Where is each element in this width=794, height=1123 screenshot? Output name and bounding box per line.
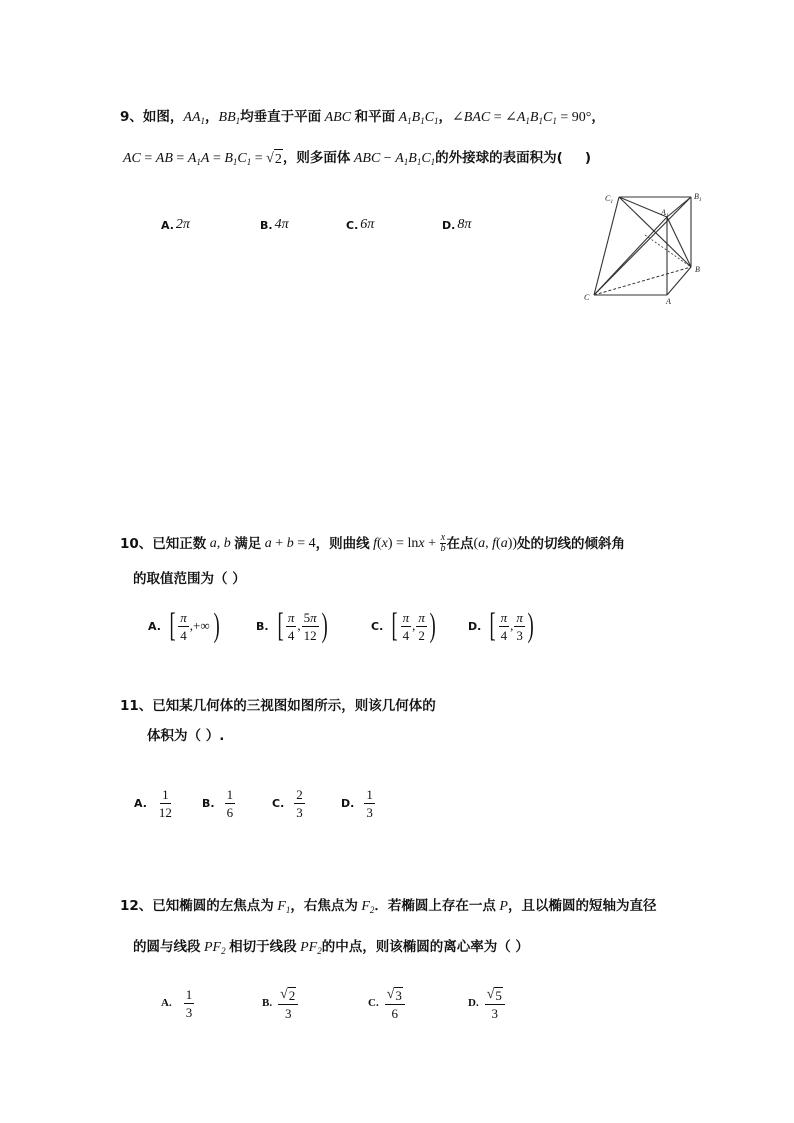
interval-b: [ $\frac{\pi}{4}$ , $\frac{5\pi}{12}$ ) — [277, 607, 328, 644]
interval-a: [ $\frac{\pi}{4}$ ,+∞ ) — [169, 607, 220, 644]
fig-label-c: C — [584, 293, 590, 302]
q9-prefix: 9、如图， — [120, 109, 184, 125]
q12-option-c[interactable]: C. √ 3 6 — [368, 983, 405, 1023]
interval-c: [ $\frac{\pi}{4}$ , $\frac{\pi}{2}$ ) — [391, 607, 436, 644]
q11-option-a[interactable]: A. $\frac{1}{12}$ — [134, 786, 172, 820]
q11-option-b[interactable]: B. $\frac{1}{6}$ — [202, 786, 234, 820]
q9-option-a[interactable]: A. 2π — [161, 217, 190, 232]
q11-line1: 11、已知某几何体的三视图如图所示，则该几何体的 — [120, 698, 436, 714]
interval-d: [ $\frac{\pi}{4}$ , $\frac{\pi}{3}$ ) — [489, 607, 534, 644]
q9-line1: 9、如图，$AA_1$，$BB_1$均垂直于平面 ABC 和平面 $A_1B_1C_1$，∠BAC = $\angle A_1B_1C_1 = 90^\circ$， — [120, 109, 605, 126]
q12-option-d[interactable]: D. √ 5 3 — [468, 983, 505, 1023]
frac-x-over-b: $\frac{x}{b}$ — [440, 532, 446, 554]
q11-line2: 体积为（ ）. — [147, 728, 225, 744]
q9-option-c[interactable]: C. 6π — [346, 217, 375, 232]
q12-option-a[interactable]: A. $\frac{1}{3}$ — [161, 986, 193, 1020]
q10-option-a[interactable]: A. [ $\frac{\pi}{4}$ ,+∞ ) — [148, 606, 222, 646]
q10-option-c[interactable]: C. [ $\frac{\pi}{4}$ , $\frac{\pi}{2}$ ) — [371, 606, 438, 646]
fig-label-a1: $A_1$ — [661, 208, 669, 219]
q12-line1: 12、已知椭圆的左焦点为 $F_1$，右焦点为 $F_2$．若椭圆上存在一点 P，且以椭圆的短轴为直径 — [120, 898, 657, 915]
q11-option-d[interactable]: D. $\frac{1}{3}$ — [341, 786, 373, 820]
fig-label-b: B — [695, 265, 700, 274]
fig-label-b1: $B_1$ — [694, 192, 702, 203]
q10-line2: 的取值范围为（ ） — [133, 571, 246, 587]
q9-line2: AC = AB = $A_1A = B_1C_1$ = √ 2 ，则多面体 ABC − $A_1B_1C_1$的外接球的表面积为( ) — [123, 148, 591, 170]
sqrt-2: √ 2 — [266, 149, 283, 170]
q10-option-b[interactable]: B. [ $\frac{\pi}{4}$ , $\frac{5\pi}{12}$ ) — [256, 606, 330, 646]
fig-label-a: A — [666, 297, 671, 306]
q12-option-b[interactable]: B. √ 2 3 — [262, 983, 298, 1023]
q9-option-b[interactable]: B. 4π — [260, 217, 289, 232]
q11-option-c[interactable]: C. $\frac{2}{3}$ — [272, 786, 303, 820]
q10-option-d[interactable]: D. [ $\frac{\pi}{4}$ , $\frac{\pi}{3}$ ) — [468, 606, 536, 646]
fig-label-c1: $C_1$ — [605, 194, 614, 205]
q10-line1: 10、已知正数 a, b 满足 a + b = 4 ，则曲线 f ( x ) = ln x + $\frac{x}{b}$ 在点 ( a , f ( a )) 处的切线的倾斜角 — [120, 532, 626, 554]
q9-option-d[interactable]: D. 8π — [442, 217, 472, 232]
q12-line2: 的圆与线段 $PF_2$ 相切于线段 $PF_2$的中点，则该椭圆的离心率为（ ） — [133, 939, 529, 956]
q9-prism-figure — [575, 185, 715, 310]
